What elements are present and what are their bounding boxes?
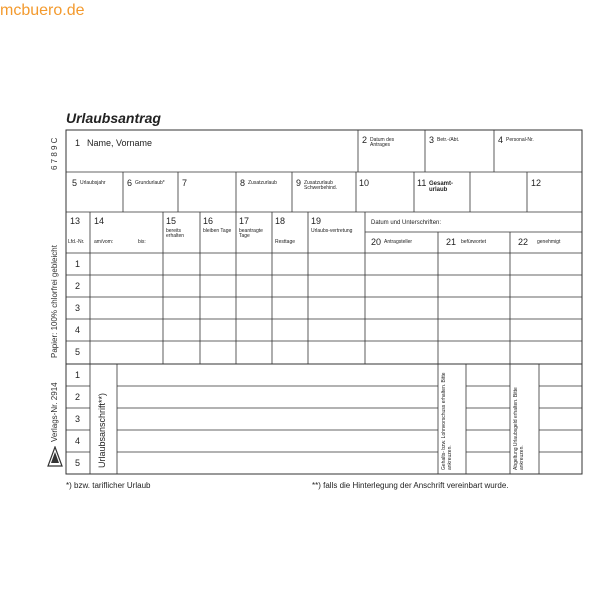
field-department-label: Betr.-/Abt. [437,137,460,143]
address-row-number: 3 [75,414,81,424]
field-7-number: 7 [182,178,188,188]
field-total-leave-label: Gesamt-urlaub [429,181,454,193]
field-2-number: 2 [362,135,368,145]
col-17-number: 17 [239,216,250,226]
col-21-number: 21 [446,237,457,247]
col-approved-label: genehmigt [537,239,561,245]
col-16-number: 16 [203,216,214,226]
col-seq-label: Lfd.-Nr. [68,239,85,245]
field-base-leave-label: Grundurlaub* [135,180,165,186]
field-11-number: 11 [417,178,427,188]
table-row-number: 2 [75,281,81,291]
field-6-number: 6 [127,178,133,188]
col-13-number: 13 [70,216,81,226]
col-22-number: 22 [518,237,529,247]
table-row-number: 3 [75,303,81,313]
address-row-number: 4 [75,436,81,446]
table-row-number: 4 [75,325,81,335]
watermark: mcbuero.de [0,2,85,19]
field-extra-leave-label: Zusatzurlaub [248,180,277,186]
table-row-number: 1 [75,259,81,269]
col-14-number: 14 [94,216,105,226]
advance-payment-note: Gehalts- bzw. Lohnvorschuss erhalten. Bitte ankreuzen. [441,372,453,470]
publisher-number: Verlags-Nr. 2914 [50,382,59,442]
field-1-number: 1 [75,138,81,148]
col-endorsed-label: befürwortet [461,239,487,245]
field-12-number: 12 [531,178,542,188]
col-18-number: 18 [275,216,286,226]
col-received-label: bereits erhalten [166,228,185,239]
field-4-number: 4 [498,135,504,145]
field-disabled-leave-label: Zusatzurlaub Schwerbehind. [304,180,338,191]
signatures-header: Datum und Unterschriften: [371,220,442,226]
footnote-tariff: *) bzw. tariflicher Urlaub [66,481,151,490]
col-applicant-label: Antragsteller [384,239,413,245]
field-name-label: Name, Vorname [87,138,153,148]
field-date-label: Datum des Antrages [370,137,395,148]
address-row-number: 5 [75,458,81,468]
table-row-number: 5 [75,347,81,357]
col-19-number: 19 [311,216,322,226]
field-3-number: 3 [429,135,435,145]
col-to-label: bis: [138,239,146,245]
address-row-number: 2 [75,392,81,402]
form-code: 6 7 8 9 C [50,137,59,170]
vacation-pay-note: Abgeltung Urlaubsgeld erhalten. Bitte ankreuzen. [513,387,525,470]
paper-note: Papier: 100% chlorfrei gebleicht [50,245,59,358]
col-rest-days-label: Resttage [275,239,296,245]
footnote-address: **) falls die Hinterlegung der Anschrift vereinbart wurde. [312,481,509,490]
field-year-label: Urlaubsjahr [80,180,106,186]
col-substitute-label: Urlaubs-vertretung [311,228,353,234]
col-20-number: 20 [371,237,382,247]
field-9-number: 9 [296,178,302,188]
address-row-number: 1 [75,370,81,380]
col-15-number: 15 [166,216,177,226]
field-10-number: 10 [359,178,370,188]
col-remaining-days-label: bleiben Tage [203,228,232,234]
field-8-number: 8 [240,178,246,188]
field-personnel-label: Personal-Nr. [506,137,534,143]
vacation-address-label: Urlaubsanschrift**) [97,392,107,468]
col-from-label: am/vom: [94,239,114,245]
col-requested-days-label: beantragte Tage [239,228,263,239]
field-5-number: 5 [72,178,78,188]
form-title: Urlaubsantrag [66,110,161,126]
